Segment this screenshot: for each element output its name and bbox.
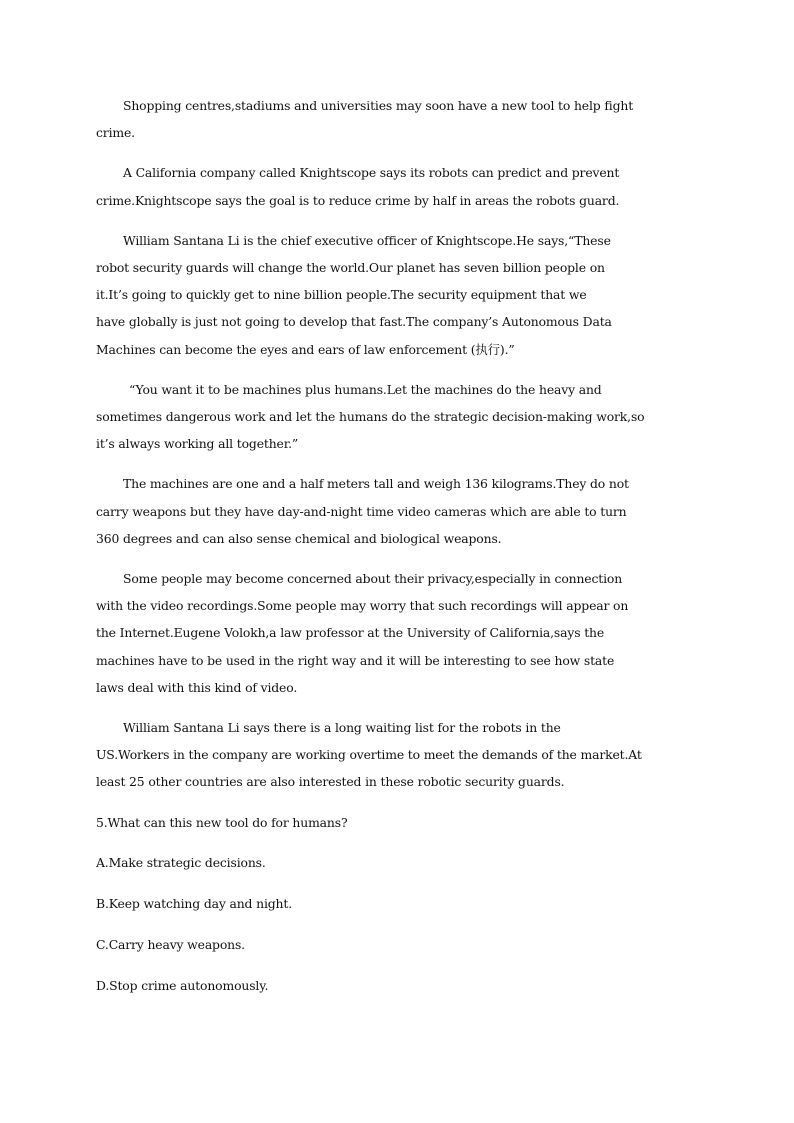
option-a — [96, 849, 694, 876]
document-page — [96, 92, 694, 1013]
paragraph-6 — [96, 565, 694, 701]
option-b — [96, 890, 694, 917]
paragraph-line: 360 degrees and can also sense chemical and biological weapons. — [96, 530, 502, 546]
paragraph-line: it’s always working all together.” — [96, 436, 299, 452]
option-text: Carry heavy weapons. — [108, 937, 245, 953]
paragraph-line: robot security guards will change the world.Our planet has seven billion people on — [96, 260, 605, 276]
paragraph-line: Shopping centres,stadiums and universities may soon have a new tool to help fight — [123, 98, 634, 113]
option-label: B. — [96, 896, 109, 912]
paragraph-1 — [96, 92, 694, 146]
paragraph-line: sometimes dangerous work and let the humans do the strategic decision-making work,so — [96, 409, 645, 425]
paragraph-2 — [96, 159, 694, 213]
paragraph-line: US.Workers in the company are working overtime to meet the demands of the market.At — [96, 747, 642, 763]
paragraph-line: Some people may become concerned about their privacy,especially in connection — [123, 571, 623, 587]
paragraph-line: with the video recordings.Some people may worry that such recordings will appear on — [96, 598, 629, 614]
paragraph-line: A California company called Knightscope says its robots can predict and prevent — [123, 165, 620, 181]
paragraph-line: least 25 other countries are also interested in these robotic security guards. — [96, 774, 565, 790]
paragraph-7 — [96, 714, 694, 796]
paragraph-line: William Santana Li says there is a long waiting list for the robots in the — [123, 720, 561, 736]
question-stem — [96, 809, 694, 836]
question-text: What can this new tool do for humans? — [107, 814, 348, 830]
paragraph-line: laws deal with this kind of video. — [96, 679, 298, 695]
reading-passage — [96, 92, 694, 796]
paragraph-line: it.It’s going to quickly get to nine billion people.The security equipment that we — [96, 287, 587, 303]
paragraph-line: the Internet.Eugene Volokh,a law professor at the University of California,says the — [96, 625, 605, 641]
paragraph-line: Machines can become the eyes and ears of law enforcement (执行).” — [96, 341, 515, 357]
paragraph-line: William Santana Li is the chief executive officer of Knightscope.He says,“These — [123, 232, 611, 248]
option-label: C. — [96, 937, 109, 953]
paragraph-3 — [96, 227, 694, 363]
paragraph-line: crime. — [96, 125, 135, 141]
question-number: 5. — [96, 814, 108, 830]
paragraph-line: machines have to be used in the right way and it will be interesting to see how state — [96, 652, 615, 668]
option-text: Keep watching day and night. — [108, 896, 292, 912]
option-c — [96, 931, 694, 958]
paragraph-5 — [96, 470, 694, 552]
paragraph-line: “You want it to be machines plus humans.Let the machines do the heavy and — [129, 381, 602, 397]
paragraph-line: carry weapons but they have day-and-night time video cameras which are able to turn — [96, 503, 627, 519]
option-text: Stop crime autonomously. — [109, 977, 269, 993]
paragraph-line: crime.Knightscope says the goal is to reduce crime by half in areas the robots guard. — [96, 192, 620, 208]
paragraph-line: have globally is just not going to develop that fast.The company’s Autonomous Data — [96, 314, 612, 330]
option-text: Make strategic decisions. — [108, 855, 266, 871]
question-block — [96, 809, 694, 999]
option-label: A. — [96, 855, 109, 871]
paragraph-line: The machines are one and a half meters tall and weigh 136 kilograms.They do not — [123, 476, 629, 492]
option-label: D. — [96, 977, 110, 993]
paragraph-4 — [96, 376, 694, 458]
option-d — [96, 972, 694, 999]
